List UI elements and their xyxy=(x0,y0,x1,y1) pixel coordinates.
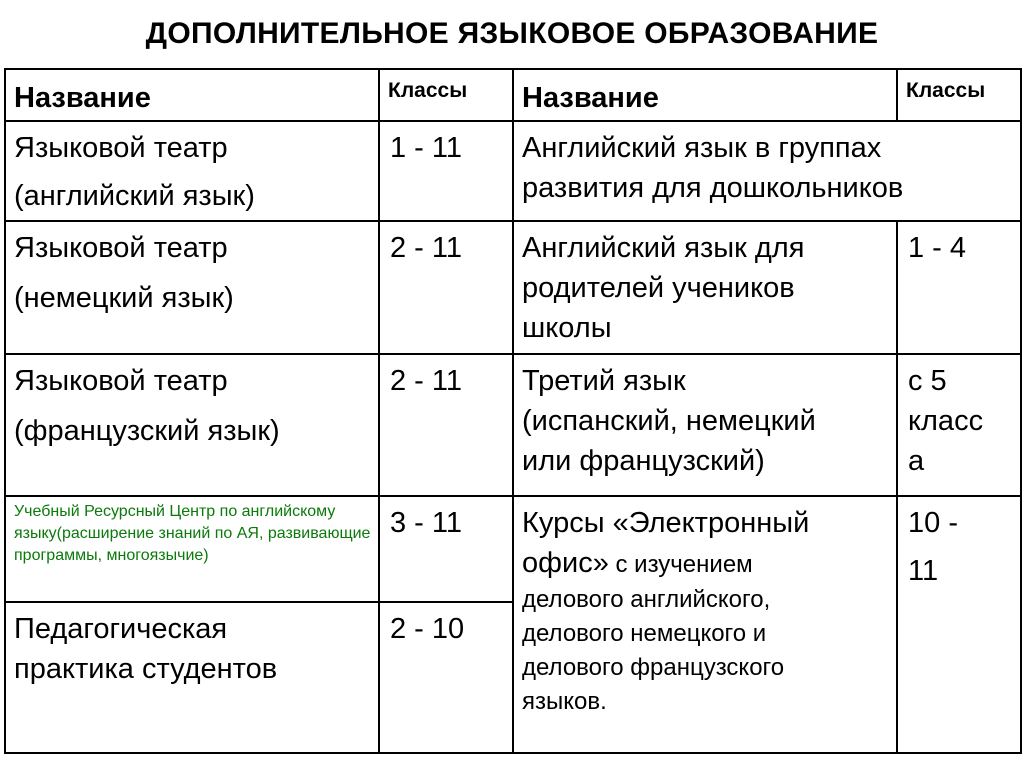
left-row-5-grades: 2 - 10 xyxy=(390,613,465,645)
table-row xyxy=(5,496,1021,602)
table-row xyxy=(5,221,1021,354)
right-row-4-grades xyxy=(898,497,1020,595)
name-line xyxy=(522,543,890,583)
grades-line: а xyxy=(908,445,925,477)
grades-line: с 5 xyxy=(908,365,947,397)
name-line: развития для дошкольников xyxy=(522,172,904,204)
left-grades-cell xyxy=(379,221,513,354)
header-name-right-cell xyxy=(513,69,897,121)
header-name-left-cell xyxy=(5,69,379,121)
name-line: школы xyxy=(522,312,612,344)
name-line: (испанский, немецкий xyxy=(522,405,816,437)
grades-line: 10 - xyxy=(908,507,958,539)
right-name-cell xyxy=(513,354,897,496)
name-line: Английский язык в группах xyxy=(522,132,882,164)
left-name-cell xyxy=(5,121,379,221)
name-fragment: с изучением xyxy=(608,551,753,578)
left-row-3-name xyxy=(6,355,378,455)
name-fragment: офис» xyxy=(522,547,609,579)
left-name-cell xyxy=(5,496,379,602)
left-name-cell xyxy=(5,354,379,496)
left-row-4-grades: 3 - 11 xyxy=(390,507,463,539)
name-line: Педагогическая xyxy=(14,613,228,645)
name-line: языков. xyxy=(522,688,607,715)
header-name-left: Название xyxy=(14,82,151,114)
name-line: делового французского xyxy=(522,654,785,681)
right-row-4-name xyxy=(514,497,896,723)
right-name-cell xyxy=(513,221,897,354)
left-row-1-name xyxy=(6,122,378,220)
right-row-2-name xyxy=(514,222,896,352)
left-row-2-name xyxy=(6,222,378,322)
left-row-4-name: Учебный Ресурсный Центр по английскому языку(расширение знаний по АЯ, развивающие программы, многоязычие) xyxy=(14,503,371,564)
name-line: практика студентов xyxy=(14,653,278,685)
name-line: Языковой театр xyxy=(14,232,228,264)
header-classes-right-cell xyxy=(897,69,1021,121)
header-name-right: Название xyxy=(522,82,659,114)
left-name-cell xyxy=(5,221,379,354)
left-grades-cell xyxy=(379,602,513,753)
right-row-2-grades: 1 - 4 xyxy=(908,232,967,264)
name-line: или французский) xyxy=(522,445,765,477)
right-row-3-grades xyxy=(898,355,1020,485)
table-row xyxy=(5,121,1021,221)
name-line: (английский язык) xyxy=(14,180,255,212)
left-row-5-name xyxy=(6,603,378,693)
left-grades-cell xyxy=(379,354,513,496)
right-grades-cell xyxy=(897,496,1021,753)
name-line: родителей учеников xyxy=(522,272,795,304)
right-grades-cell xyxy=(897,221,1021,354)
grades-line: класс xyxy=(908,405,984,437)
header-classes-right: Классы xyxy=(906,79,986,102)
name-line: (французский язык) xyxy=(14,415,280,447)
name-line: Языковой театр xyxy=(14,132,228,164)
name-line: (немецкий язык) xyxy=(14,282,234,314)
name-line: Языковой театр xyxy=(14,365,228,397)
name-line: делового немецкого и xyxy=(522,620,767,647)
left-grades-cell xyxy=(379,121,513,221)
name-line: делового английского, xyxy=(522,586,771,613)
header-classes-left-cell xyxy=(379,69,513,121)
left-row-3-grades: 2 - 11 xyxy=(390,365,463,397)
name-line: Третий язык xyxy=(522,365,686,397)
name-line: Английский язык для xyxy=(522,232,805,264)
right-row-1-name xyxy=(514,122,1020,212)
right-grades-cell xyxy=(897,354,1021,496)
courses-table xyxy=(4,68,1022,754)
table-row xyxy=(5,354,1021,496)
left-grades-cell xyxy=(379,496,513,602)
grades-line: 11 xyxy=(908,555,939,587)
left-name-cell xyxy=(5,602,379,753)
header-classes-left: Классы xyxy=(388,79,468,102)
page-title: ДОПОЛНИТЕЛЬНОЕ ЯЗЫКОВОЕ ОБРАЗОВАНИЕ xyxy=(145,17,879,50)
left-row-1-grades: 1 - 11 xyxy=(390,132,463,164)
name-line: Курсы «Электронный xyxy=(522,507,810,539)
header-row xyxy=(5,69,1021,121)
left-row-2-grades: 2 - 11 xyxy=(390,232,463,264)
right-row-3-name xyxy=(514,355,896,485)
right-name-cell xyxy=(513,496,897,753)
right-name-cell-wide xyxy=(513,121,1021,221)
